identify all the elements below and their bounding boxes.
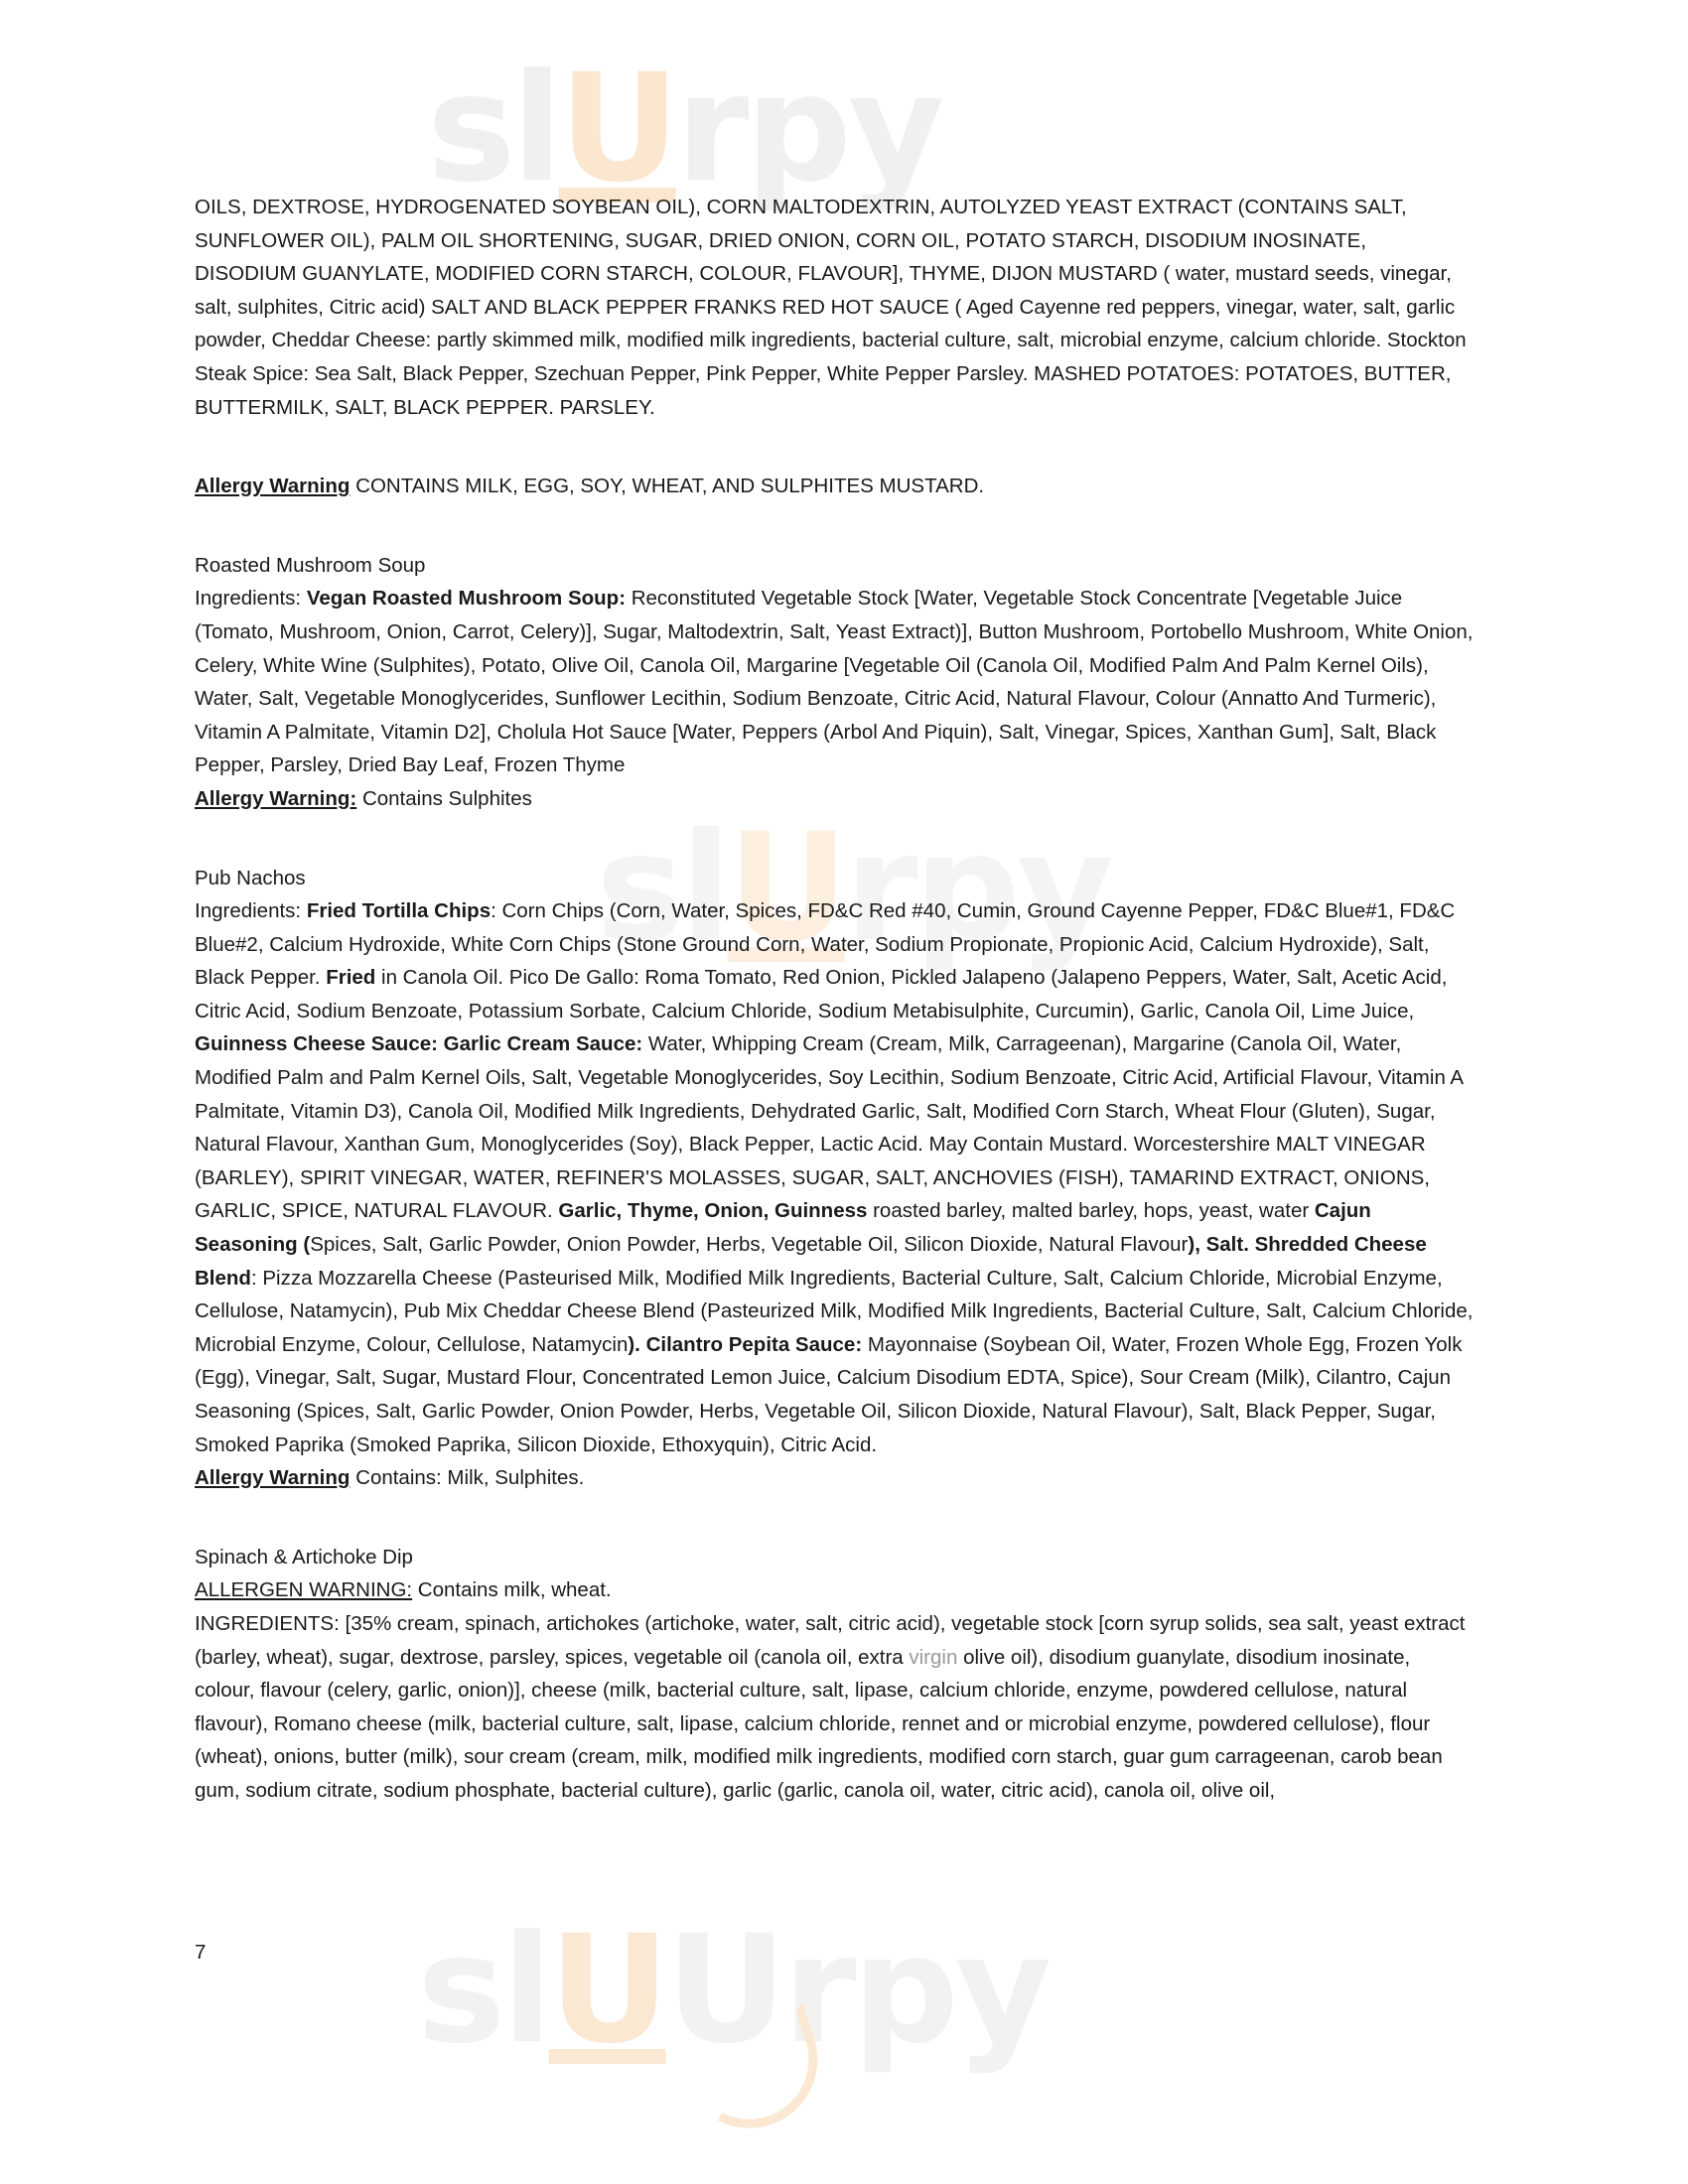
item-title-pub-nachos: Pub Nachos xyxy=(195,866,306,889)
item-title-spinach-artichoke-dip: Spinach & Artichoke Dip xyxy=(195,1545,413,1569)
item-ingredients-pub-nachos: Ingredients: Fried Tortilla Chips: Corn Chips (Corn, Water, Spices, FD&C Red #40, Cumin, Ground Cayenne Pepper, FD&C Blue#1, FD&C Blue#2, Calcium Hydroxide, White Corn Chips (Stone Ground Corn, Water, Sodium Propionate, Propionic Acid, Calcium Hydroxide), Salt, Black Pepper. Fried in Canola Oil. Pico De Gallo: Roma Tomato, Red Onion, Pickled Jalapeno (Jalapeno Peppers, Water, Salt, Acetic Acid, Citric Acid, Sodium Benzoate, Potassium Sorbate, Calcium Chloride, Sodium Metabisulphite, Curcumin), Garlic, Canola Oil, Lime Juice, Guinness Cheese Sauce: Garlic Cream Sauce: Water, Whipping Cream (Cream, Milk, Carrageenan), Margarine (Canola Oil, Water, Modified Palm and Palm Kernel Oils, Salt, Vegetable Monoglycerides, Soy Lecithin, Sodium Benzoate, Citric Acid, Artificial Flavour, Vitamin A Palmitate, Vitamin D3), Canola Oil, Modified Milk Ingredients, Dehydrated Garlic, Salt, Modified Corn Starch, Wheat Flour (Gluten), Sugar, Natural Flavour, Xanthan Gum, Monoglycerides (Soy), Black Pepper, Lactic Acid. May Contain Mustard. Worcestershire MALT VINEGAR (BARLEY), SPIRIT VINEGAR, WATER, REFINER'S MOLASSES, SUGAR, SALT, ANCHOVIES (FISH), TAMARIND EXTRACT, ONIONS, GARLIC, SPICE, NATURAL FLAVOUR. Garlic, Thyme, Onion, Guinness roasted barley, malted barley, hops, yeast, water Cajun Seasoning (Spices, Salt, Garlic Powder, Onion Powder, Herbs, Vegetable Oil, Silicon Dioxide, Natural Flavour), Salt. Shredded Cheese Blend: Pizza Mozzarella Cheese (Pasteurised Milk, Modified Milk Ingredients, Bacterial Culture, Salt, Calcium Chloride, Microbial Enzyme, Cellulose, Natamycin), Pub Mix Cheddar Cheese Blend (Pasteurized Milk, Modified Milk Ingredients, Bacterial Culture, Salt, Calcium Chloride, Microbial Enzyme, Colour, Cellulose, Natamycin). Cilantro Pepita Sauce: Mayonnaise (Soybean Oil, Water, Frozen Whole Egg, Frozen Yolk (Egg), Vinegar, Salt, Sugar, Mustard Flour, Concentrated Lemon Juice, Calcium Disodium EDTA, Spice), Sour Cream (Milk), Cilantro, Cajun Seasoning (Spices, Salt, Garlic Powder, Onion Powder, Herbs, Vegetable Oil, Silicon Dioxide, Natural Flavour), Salt, Black Pepper, Sugar, Smoked Paprika (Smoked Paprika, Silicon Dioxide, Ethoxyquin), Citric Acid. xyxy=(195,899,1474,1456)
item-allergy-roasted-mushroom-soup: Allergy Warning: Contains Sulphites xyxy=(195,786,532,810)
item-title-roasted-mushroom-soup: Roasted Mushroom Soup xyxy=(195,553,426,577)
item-ingredients-spinach-artichoke-dip: INGREDIENTS: [35% cream, spinach, artichokes (artichoke, water, salt, citric acid), vegetable stock [corn syrup solids, sea salt, yeast extract (barley, wheat), sugar, dextrose, parsley, spices, vegetable oil (canola oil, extra virgin olive oil), disodium guanylate, disodium inosinate, colour, flavour (celery, garlic, onion)], cheese (milk, bacterial culture, salt, lipase, calcium chloride, enzyme, powdered cellulose, natural flavour), Romano cheese (milk, bacterial culture, salt, lipase, calcium chloride, rennet and or microbial enzyme, powdered cellulose), flour (wheat), onions, butter (milk), sour cream (cream, milk, modified milk ingredients, modified corn starch, guar gum carrageenan, carob bean gum, sodium citrate, sodium phosphate, bacterial culture), garlic (garlic, canola oil, water, citric acid), canola oil, olive oil, xyxy=(195,1611,1466,1802)
intro-paragraph: OILS, DEXTROSE, HYDROGENATED SOYBEAN OIL), CORN MALTODEXTRIN, AUTOLYZED YEAST EXTRACT (CONTAINS SALT, SUNFLOWER OIL), PALM OIL SHORTENING, SUGAR, DRIED ONION, CORN OIL, POTATO STARCH, DISODIUM INOSINATE, DISODIUM GUANYLATE, MODIFIED CORN STARCH, COLOUR, FLAVOUR], THYME, DIJON MUSTARD ( water, mustard seeds, vinegar, salt, sulphites, Citric acid) SALT AND BLACK PEPPER FRANKS RED HOT SAUCE ( Aged Cayenne red peppers, vinegar, water, salt, garlic powder, Cheddar Cheese: partly skimmed milk, modified milk ingredients, bacterial culture, salt, microbial enzyme, calcium chloride. Stockton Steak Spice: Sea Salt, Black Pepper, Szechuan Pepper, Pink Pepper, White Pepper Parsley. MASHED POTATOES: POTATOES, BUTTER, BUTTERMILK, SALT, BLACK PEPPER. PARSLEY. xyxy=(195,196,1467,419)
watermark-middle: slUrpy xyxy=(596,802,1110,975)
item-allergen-spinach-artichoke-dip: ALLERGEN WARNING: Contains milk, wheat. xyxy=(195,1578,612,1602)
intro-allergy-warning xyxy=(195,470,1474,503)
watermark-top: slUrpy xyxy=(427,43,941,215)
intro-allergy-text: CONTAINS MILK, EGG, SOY, WHEAT, AND SULPHITES MUSTARD. xyxy=(350,475,985,498)
watermark-swirl-icon xyxy=(672,2001,836,2145)
intro-allergy-label: Allergy Warning xyxy=(195,475,351,498)
page-number: 7 xyxy=(195,1941,207,1964)
item-ingredients-roasted-mushroom-soup: Ingredients: Vegan Roasted Mushroom Soup: Reconstituted Vegetable Stock [Water, Vegetable Stock Concentrate [Vegetable Juice (Tomato, Mushroom, Onion, Carrot, Celery)], Sugar, Maltodextrin, Salt, Yeast Extract)], Button Mushroom, Portobello Mushroom, White Onion, Celery, White Wine (Sulphites), Potato, Olive Oil, Canola Oil, Margarine [Vegetable Oil (Canola Oil, Modified Palm And Palm Kernel Oils), Water, Salt, Vegetable Monoglycerides, Sunflower Lecithin, Sodium Benzoate, Citric Acid, Natural Flavour, Colour (Annatto And Turmeric), Vitamin A Palmitate, Vitamin D2], Cholula Hot Sauce [Water, Peppers (Arbol And Piquin), Salt, Vinegar, Spices, Xanthan Gum], Salt, Black Pepper, Parsley, Dried Bay Leaf, Frozen Thyme xyxy=(195,587,1474,777)
watermark-bottom: slUUrpy xyxy=(417,1904,1049,2077)
item-allergy-pub-nachos: Allergy Warning Contains: Milk, Sulphites. xyxy=(195,1466,585,1490)
document-content xyxy=(195,191,1474,1808)
